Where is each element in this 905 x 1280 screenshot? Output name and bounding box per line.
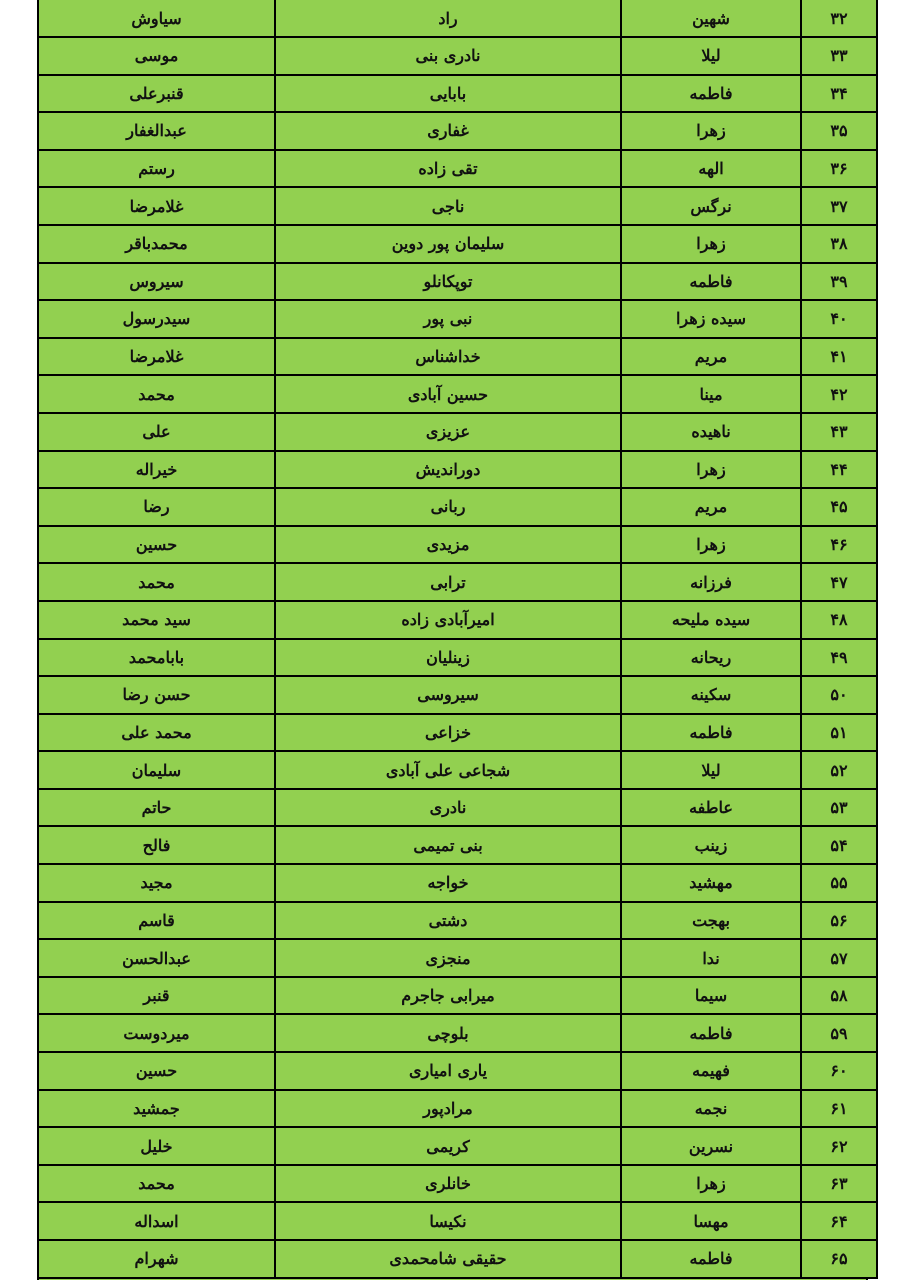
father-name-cell: جمشید bbox=[38, 1090, 275, 1128]
first-name-cell: ریحانه bbox=[621, 639, 801, 677]
table-row bbox=[38, 902, 877, 940]
father-name-cell: سیاوش bbox=[38, 0, 275, 37]
last-name-cell: سیروسی bbox=[275, 676, 621, 714]
row-number-cell: ۵۱ bbox=[801, 714, 877, 752]
row-number-cell: ۶۱ bbox=[801, 1090, 877, 1128]
last-name-cell: خواجه bbox=[275, 864, 621, 902]
table-row bbox=[38, 826, 877, 864]
row-number-cell: ۳۸ bbox=[801, 225, 877, 263]
row-number-cell: ۵۹ bbox=[801, 1014, 877, 1052]
last-name-cell: حقیقی شامحمدی bbox=[275, 1240, 621, 1278]
first-name-cell: عاطفه bbox=[621, 789, 801, 827]
last-name-cell: نکیسا bbox=[275, 1202, 621, 1240]
first-name-cell: سیده ملیحه bbox=[621, 601, 801, 639]
table-row bbox=[38, 1202, 877, 1240]
first-name-cell: زهرا bbox=[621, 112, 801, 150]
first-name-cell: فرزانه bbox=[621, 563, 801, 601]
last-name-cell: کریمی bbox=[275, 1127, 621, 1165]
table-row bbox=[38, 563, 877, 601]
last-name-cell: منجزی bbox=[275, 939, 621, 977]
row-number-cell: ۵۶ bbox=[801, 902, 877, 940]
first-name-cell: فاطمه bbox=[621, 1014, 801, 1052]
row-number-cell: ۴۶ bbox=[801, 526, 877, 564]
first-name-cell: مریم bbox=[621, 338, 801, 376]
table-row bbox=[38, 789, 877, 827]
row-number-cell: ۵۴ bbox=[801, 826, 877, 864]
father-name-cell: بابامحمد bbox=[38, 639, 275, 677]
table-row bbox=[38, 751, 877, 789]
first-name-cell: نسرین bbox=[621, 1127, 801, 1165]
father-name-cell: خلیل bbox=[38, 1127, 275, 1165]
last-name-cell: نادری bbox=[275, 789, 621, 827]
father-name-cell: سیروس bbox=[38, 263, 275, 301]
first-name-cell: نجمه bbox=[621, 1090, 801, 1128]
first-name-cell: فاطمه bbox=[621, 714, 801, 752]
father-name-cell: قنبرعلی bbox=[38, 75, 275, 113]
last-name-cell: راد bbox=[275, 0, 621, 37]
first-name-cell: فهیمه bbox=[621, 1052, 801, 1090]
roster-table bbox=[37, 0, 878, 1279]
father-name-cell: قاسم bbox=[38, 902, 275, 940]
first-name-cell: زهرا bbox=[621, 1165, 801, 1203]
father-name-cell: حسین bbox=[38, 526, 275, 564]
last-name-cell: یاری امیاری bbox=[275, 1052, 621, 1090]
table-row bbox=[38, 375, 877, 413]
table-row bbox=[38, 1090, 877, 1128]
father-name-cell: حسین bbox=[38, 1052, 275, 1090]
last-name-cell: نبی پور bbox=[275, 300, 621, 338]
father-name-cell: محمدباقر bbox=[38, 225, 275, 263]
last-name-cell: مرادپور bbox=[275, 1090, 621, 1128]
table-row bbox=[38, 75, 877, 113]
first-name-cell: مهسا bbox=[621, 1202, 801, 1240]
father-name-cell: قنبر bbox=[38, 977, 275, 1015]
last-name-cell: شجاعی علی آبادی bbox=[275, 751, 621, 789]
father-name-cell: علی bbox=[38, 413, 275, 451]
row-number-cell: ۳۶ bbox=[801, 150, 877, 188]
row-number-cell: ۳۴ bbox=[801, 75, 877, 113]
first-name-cell: سیما bbox=[621, 977, 801, 1015]
last-name-cell: خداشناس bbox=[275, 338, 621, 376]
last-name-cell: بنی تمیمی bbox=[275, 826, 621, 864]
first-name-cell: الهه bbox=[621, 150, 801, 188]
father-name-cell: حاتم bbox=[38, 789, 275, 827]
last-name-cell: توپکانلو bbox=[275, 263, 621, 301]
table-row bbox=[38, 601, 877, 639]
first-name-cell: مهشید bbox=[621, 864, 801, 902]
table-row bbox=[38, 676, 877, 714]
row-number-cell: ۳۷ bbox=[801, 187, 877, 225]
table-row bbox=[38, 300, 877, 338]
first-name-cell: زهرا bbox=[621, 451, 801, 489]
first-name-cell: فاطمه bbox=[621, 263, 801, 301]
last-name-cell: میرابی جاجرم bbox=[275, 977, 621, 1015]
first-name-cell: زهرا bbox=[621, 526, 801, 564]
first-name-cell: فاطمه bbox=[621, 75, 801, 113]
row-number-cell: ۵۳ bbox=[801, 789, 877, 827]
father-name-cell: شهرام bbox=[38, 1240, 275, 1278]
father-name-cell: سید محمد bbox=[38, 601, 275, 639]
table-row bbox=[38, 112, 877, 150]
row-number-cell: ۳۵ bbox=[801, 112, 877, 150]
last-name-cell: ترابی bbox=[275, 563, 621, 601]
table-row bbox=[38, 1052, 877, 1090]
row-number-cell: ۵۷ bbox=[801, 939, 877, 977]
table-row bbox=[38, 187, 877, 225]
last-name-cell: سلیمان پور دوین bbox=[275, 225, 621, 263]
last-name-cell: غفاری bbox=[275, 112, 621, 150]
roster-table-body bbox=[38, 0, 877, 1278]
father-name-cell: محمد bbox=[38, 1165, 275, 1203]
father-name-cell: عبدالحسن bbox=[38, 939, 275, 977]
row-number-cell: ۴۱ bbox=[801, 338, 877, 376]
last-name-cell: خانلری bbox=[275, 1165, 621, 1203]
first-name-cell: نرگس bbox=[621, 187, 801, 225]
last-name-cell: عزیزی bbox=[275, 413, 621, 451]
row-number-cell: ۴۷ bbox=[801, 563, 877, 601]
row-number-cell: ۶۰ bbox=[801, 1052, 877, 1090]
first-name-cell: زهرا bbox=[621, 225, 801, 263]
last-name-cell: خزاعی bbox=[275, 714, 621, 752]
father-name-cell: محمد bbox=[38, 563, 275, 601]
first-name-cell: لیلا bbox=[621, 751, 801, 789]
first-name-cell: زینب bbox=[621, 826, 801, 864]
row-number-cell: ۵۸ bbox=[801, 977, 877, 1015]
row-number-cell: ۶۴ bbox=[801, 1202, 877, 1240]
first-name-cell: مینا bbox=[621, 375, 801, 413]
table-row bbox=[38, 864, 877, 902]
father-name-cell: غلامرضا bbox=[38, 338, 275, 376]
row-number-cell: ۴۳ bbox=[801, 413, 877, 451]
row-number-cell: ۳۳ bbox=[801, 37, 877, 75]
row-number-cell: ۴۰ bbox=[801, 300, 877, 338]
table-row bbox=[38, 1014, 877, 1052]
row-number-cell: ۶۵ bbox=[801, 1240, 877, 1278]
table-row bbox=[38, 413, 877, 451]
table-row bbox=[38, 977, 877, 1015]
table-row bbox=[38, 1127, 877, 1165]
row-number-cell: ۶۳ bbox=[801, 1165, 877, 1203]
father-name-cell: رضا bbox=[38, 488, 275, 526]
row-number-cell: ۴۲ bbox=[801, 375, 877, 413]
last-name-cell: حسین آبادی bbox=[275, 375, 621, 413]
father-name-cell: عبدالغفار bbox=[38, 112, 275, 150]
table-row bbox=[38, 37, 877, 75]
first-name-cell: ندا bbox=[621, 939, 801, 977]
row-number-cell: ۳۹ bbox=[801, 263, 877, 301]
table-row bbox=[38, 939, 877, 977]
table-row bbox=[38, 0, 877, 37]
row-number-cell: ۴۵ bbox=[801, 488, 877, 526]
father-name-cell: سیدرسول bbox=[38, 300, 275, 338]
table-row bbox=[38, 338, 877, 376]
father-name-cell: مجید bbox=[38, 864, 275, 902]
first-name-cell: سکینه bbox=[621, 676, 801, 714]
father-name-cell: خیراله bbox=[38, 451, 275, 489]
table-row bbox=[38, 263, 877, 301]
father-name-cell: رستم bbox=[38, 150, 275, 188]
father-name-cell: حسن رضا bbox=[38, 676, 275, 714]
row-number-cell: ۴۴ bbox=[801, 451, 877, 489]
last-name-cell: بلوچی bbox=[275, 1014, 621, 1052]
table-row bbox=[38, 639, 877, 677]
last-name-cell: ربانی bbox=[275, 488, 621, 526]
last-name-cell: ناجی bbox=[275, 187, 621, 225]
last-name-cell: دوراندیش bbox=[275, 451, 621, 489]
first-name-cell: لیلا bbox=[621, 37, 801, 75]
first-name-cell: مریم bbox=[621, 488, 801, 526]
first-name-cell: ناهیده bbox=[621, 413, 801, 451]
father-name-cell: میردوست bbox=[38, 1014, 275, 1052]
last-name-cell: نادری بنی bbox=[275, 37, 621, 75]
row-number-cell: ۴۹ bbox=[801, 639, 877, 677]
table-row bbox=[38, 150, 877, 188]
first-name-cell: فاطمه bbox=[621, 1240, 801, 1278]
row-number-cell: ۵۲ bbox=[801, 751, 877, 789]
last-name-cell: امیرآبادی زاده bbox=[275, 601, 621, 639]
first-name-cell: بهجت bbox=[621, 902, 801, 940]
father-name-cell: محمد bbox=[38, 375, 275, 413]
last-name-cell: تقی زاده bbox=[275, 150, 621, 188]
father-name-cell: سلیمان bbox=[38, 751, 275, 789]
first-name-cell: شهین bbox=[621, 0, 801, 37]
last-name-cell: زینلیان bbox=[275, 639, 621, 677]
first-name-cell: سیده زهرا bbox=[621, 300, 801, 338]
row-number-cell: ۵۵ bbox=[801, 864, 877, 902]
father-name-cell: غلامرضا bbox=[38, 187, 275, 225]
father-name-cell: اسداله bbox=[38, 1202, 275, 1240]
table-row bbox=[38, 488, 877, 526]
last-name-cell: مزیدی bbox=[275, 526, 621, 564]
row-number-cell: ۴۸ bbox=[801, 601, 877, 639]
table-row bbox=[38, 1165, 877, 1203]
father-name-cell: موسی bbox=[38, 37, 275, 75]
row-number-cell: ۵۰ bbox=[801, 676, 877, 714]
table-row bbox=[38, 1240, 877, 1278]
last-name-cell: دشتی bbox=[275, 902, 621, 940]
table-row bbox=[38, 225, 877, 263]
last-name-cell: بابایی bbox=[275, 75, 621, 113]
row-number-cell: ۳۲ bbox=[801, 0, 877, 37]
table-row bbox=[38, 714, 877, 752]
father-name-cell: محمد علی bbox=[38, 714, 275, 752]
father-name-cell: فالح bbox=[38, 826, 275, 864]
table-row bbox=[38, 526, 877, 564]
table-row bbox=[38, 451, 877, 489]
row-number-cell: ۶۲ bbox=[801, 1127, 877, 1165]
